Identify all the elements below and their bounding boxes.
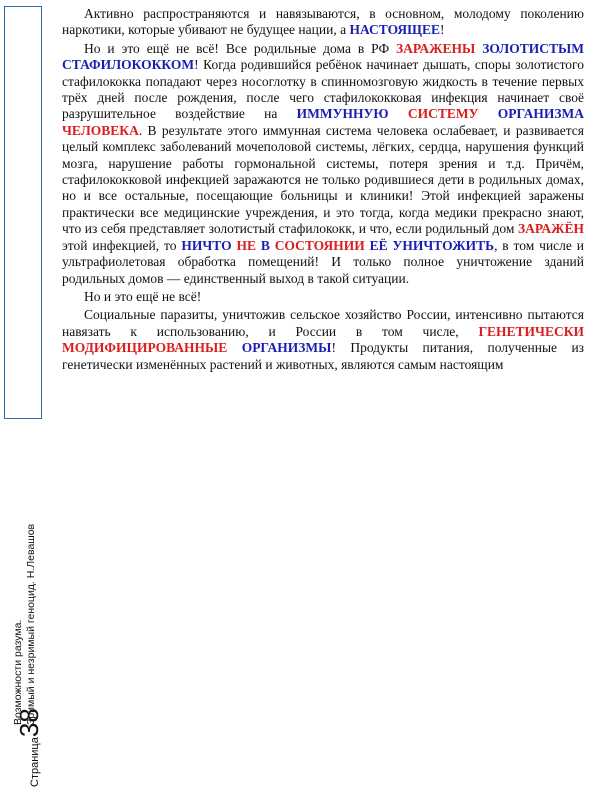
emphasis-red: ГЕНЕТИЧЕСКИ МОДИФИЦИРОВАННЫЕ <box>62 323 584 356</box>
text-run <box>227 340 241 355</box>
emphasis-red: СИСТЕМУ <box>407 106 479 122</box>
emphasis-red: СОСТОЯНИИ <box>274 237 365 253</box>
text-run <box>389 106 408 121</box>
emphasis-blue: В <box>260 237 270 253</box>
text-run: , в том числе и ультрафиолетовая обработка помещений! И только полное уничтожение зданий родильных домов — единственный выход в такой ситуации. <box>62 237 584 286</box>
page-label: Страница <box>29 737 41 787</box>
emphasis-red: ЧЕЛОВЕКА <box>62 122 139 138</box>
paragraph-3 <box>62 289 584 305</box>
emphasis-blue: ЗОЛОТИСТЫМ СТАФИЛОКОККОМ <box>62 40 584 73</box>
emphasis-red: ЗАРАЖЕНЫ <box>396 40 476 56</box>
page-sidebar <box>4 6 44 787</box>
emphasis-blue: ЕЁ УНИЧТОЖИТЬ <box>369 237 495 253</box>
text-run <box>479 106 498 121</box>
page-number: 38 <box>14 708 44 738</box>
text-run: . В результате этого иммунная система человека ослабевает, и развивается целый комплекс заболеваний мочеполовой системы, лёгких, сердца, нарушения функций мозга, нарушение работы гормональной системы, потеря зрения и т.д. Причём, стафилококковой инфекцией заражаются не только родившиеся дети в родильных домах, но и все остальные, посещающие больницы и клиники! Этой инфекцией заражены практически все медицинские учреждения, и это тогда, когда медики прекрасно знают, что из себя представляет золотистый стафилококк, и что, если родильный дом <box>62 122 584 237</box>
text-run: ! Продукты питания, полученные из генетически изменённых растений и животных, являются самым настоящим <box>62 340 584 372</box>
text-run: Социальные паразиты, уничтожив сельское хозяйство России, интенсивно пытаются навязать к использованию, и России в том числе, <box>62 307 584 339</box>
emphasis-blue: ОРГАНИЗМА <box>497 106 585 122</box>
paragraph-2 <box>62 41 584 287</box>
emphasis-red: ЗАРАЖЁН <box>518 221 584 237</box>
text-run: Но и это ещё не всё! Все родильные дома в РФ <box>84 40 397 56</box>
sidebar-rotated-text <box>11 382 43 787</box>
text-run: Активно распространяются и навязываются, в основном, молодому поколению наркотики, которые убивают не будущее нации, а <box>62 6 584 38</box>
emphasis-blue: НАСТОЯЩЕЕ <box>349 22 441 38</box>
paragraph-1 <box>62 6 584 39</box>
text-run: ! Когда родившийся ребёнок начинает дышать, споры золотистого стафилококка попадают через носоглотку в спинномозговую жидкость в течение первых трёх дней после рождения, после чего стафилококковая инфекция начинает своё разрушительное воздействие на <box>62 57 584 122</box>
emphasis-blue: ИММУННУЮ <box>296 106 389 122</box>
text-run: ! <box>440 22 445 38</box>
text-run: этой инфекцией, то <box>62 237 182 253</box>
book-title-line1: Возможности разума. <box>12 619 24 725</box>
book-title <box>12 524 38 725</box>
text-run: Но и это ещё не всё! <box>84 288 202 304</box>
emphasis-blue: НИЧТО <box>181 237 232 253</box>
paragraph-4 <box>62 307 584 373</box>
page-body <box>62 6 584 375</box>
emphasis-blue: ОРГАНИЗМЫ <box>241 340 332 356</box>
emphasis-red: НЕ <box>236 237 256 253</box>
book-title-line2: Зримый и незримый геноцид. Н.Левашов <box>25 523 37 725</box>
